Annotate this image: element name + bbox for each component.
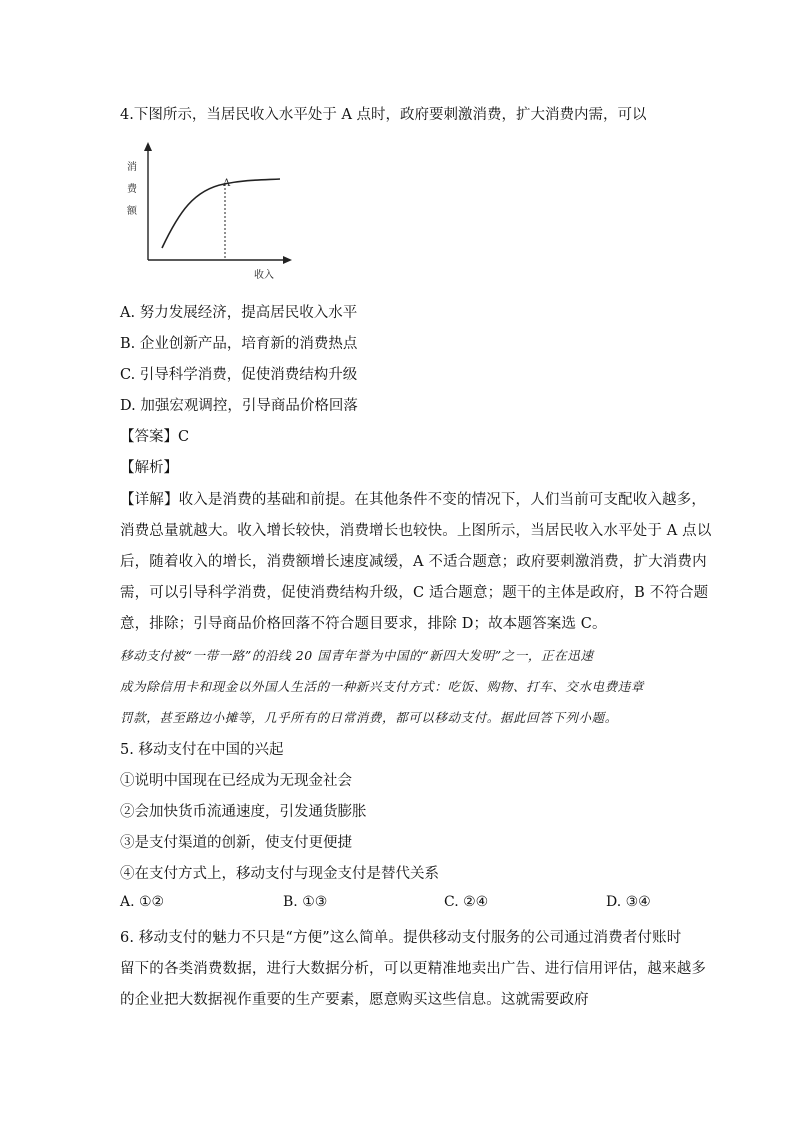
detail-line-5: 意，排除；引导商品价格回落不符合题目要求，排除 D；故本题答案选 C。 [120, 616, 607, 632]
consumption-income-figure [124, 142, 294, 286]
answer-tag: 【答案】 [120, 429, 178, 445]
passage-line-3: 罚款，甚至路边小摊等，几乎所有的日常消费，都可以移动支付。据此回答下列小题。 [120, 710, 618, 725]
y-axis-arrow [144, 142, 152, 151]
detail-line-3: 后，随着收入的增长，消费额增长速度减缓，A 不适合题意；政府要刺激消费，扩大消费内 [120, 554, 707, 570]
consumption-curve-chart [124, 142, 294, 282]
q5-stem: 5. 移动支付在中国的兴起 [120, 742, 284, 758]
point-a-label: A [223, 178, 231, 189]
q5-choice-d: D. ③④ [606, 894, 651, 910]
q6-line-2: 留下的各类消费数据，进行大数据分析，可以更精准地卖出广告、进行信用评估，越来越多 [120, 961, 706, 977]
ylabel-char-1: 消 [127, 162, 137, 173]
consumption-curve [162, 179, 280, 248]
detail-line-4: 需，可以引导科学消费，促使消费结构升级，C 适合题意；题干的主体是政府，B 不符合题 [120, 585, 709, 601]
q4-option-d: D. 加强宏观调控，引导商品价格回落 [120, 398, 358, 414]
answer-value: C [178, 429, 190, 445]
q5-choice-b: B. ①③ [283, 894, 328, 910]
q5-item-2: ②会加快货币流通速度，引发通货膨胀 [120, 804, 367, 820]
q5-choice-c: C. ②④ [444, 894, 489, 910]
q4-option-c: C. 引导科学消费，促使消费结构升级 [120, 367, 358, 383]
q4-option-a: A. 努力发展经济，提高居民收入水平 [120, 305, 358, 321]
ylabel-char-2: 费 [127, 184, 137, 195]
q4-option-b: B. 企业创新产品，培育新的消费热点 [120, 336, 358, 352]
answer-line [120, 425, 189, 446]
q6-line-3: 的企业把大数据视作重要的生产要素，愿意购买这些信息。这就需要政府 [120, 992, 589, 1008]
q5-choice-a: A. ①② [120, 894, 165, 910]
ylabel-char-3: 额 [127, 206, 137, 217]
analysis-tag: 【解析】 [120, 460, 178, 476]
detail-line-2: 消费总量就越大。收入增长较快，消费增长也较快。上图所示，当居民收入水平处于 A 点以 [120, 523, 712, 539]
q5-item-3: ③是支付渠道的创新，使支付更便捷 [120, 835, 352, 851]
passage-line-1: 移动支付被“一带一路”的沿线 20 国青年誉为中国的“新四大发明”之一，正在迅速 [120, 648, 594, 663]
q5-item-1: ①说明中国现在已经成为无现金社会 [120, 773, 352, 789]
q6-line-1: 6. 移动支付的魅力不只是“方便”这么简单。提供移动支付服务的公司通过消费者付账时 [120, 930, 682, 946]
passage-line-2: 成为除信用卡和现金以外国人生活的一种新兴支付方式：吃饭、购物、打车、交水电费违章 [120, 679, 645, 694]
x-axis-arrow [283, 256, 292, 264]
q4-stem: 4.下图所示，当居民收入水平处于 A 点时，政府要刺激消费，扩大消费内需，可以 [120, 107, 647, 123]
detail-line-1: 【详解】收入是消费的基础和前提。在其他条件不变的情况下，人们当前可支配收入越多， [120, 492, 706, 508]
q5-item-4: ④在支付方式上，移动支付与现金支付是替代关系 [120, 866, 439, 882]
xlabel: 收入 [254, 270, 274, 281]
